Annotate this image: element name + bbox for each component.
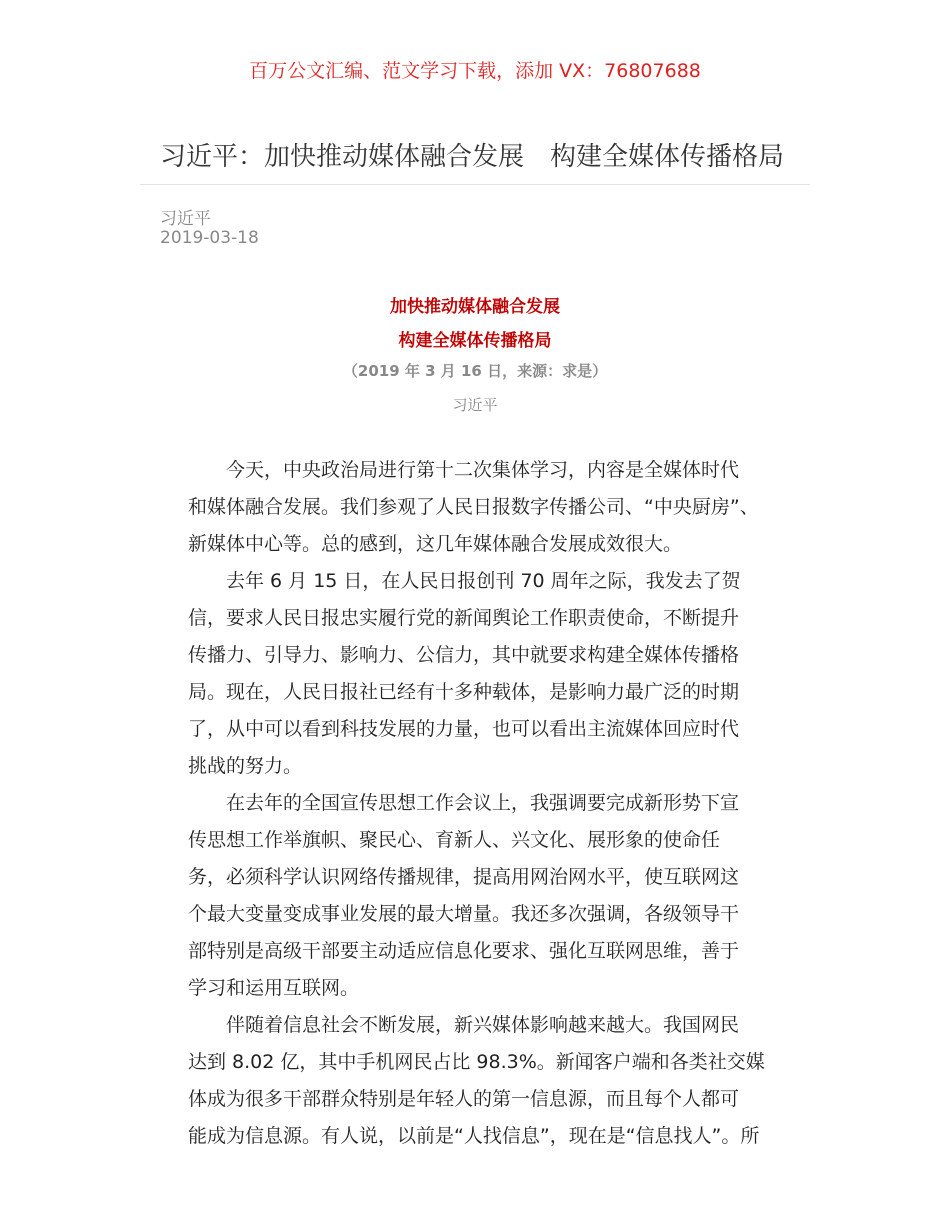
body-line: 挑战的努力。 xyxy=(188,755,303,777)
body-line: 个最大变量变成事业发展的最大增量。我还多次强调，各级领导干 xyxy=(188,903,740,925)
body-line: 能成为信息源。有人说，以前是“人找信息”，现在是“信息找人”。所 xyxy=(188,1125,760,1147)
body-line: 今天，中央政治局进行第十二次集体学习，内容是全媒体时代 xyxy=(188,459,740,481)
body-line: 务，必须科学认识网络传播规律，提高用网治网水平，使互联网这 xyxy=(188,866,740,888)
article-body xyxy=(188,452,778,1155)
promo-banner: 百万公文汇编、范文学习下载，添加 VX：76807688 xyxy=(249,60,701,82)
body-line: 局。现在，人民日报社已经有十多种载体，是影响力最广泛的时期 xyxy=(188,681,740,703)
body-line: 了，从中可以看到科技发展的力量，也可以看出主流媒体回应时代 xyxy=(188,718,740,740)
body-line: 传播力、引导力、影响力、公信力，其中就要求构建全媒体传播格 xyxy=(188,644,740,666)
body-line: 学习和运用互联网。 xyxy=(188,977,360,999)
author: 习近平 xyxy=(160,209,211,229)
article-heading-1: 加快推动媒体融合发展 xyxy=(390,297,560,317)
article-byline: 习近平 xyxy=(452,396,498,414)
body-line: 在去年的全国宣传思想工作会议上，我强调要完成新形势下宣 xyxy=(188,792,740,814)
body-line: 伴随着信息社会不断发展，新兴媒体影响越来越大。我国网民 xyxy=(188,1014,740,1036)
body-line: 新媒体中心等。总的感到，这几年媒体融合发展成效很大。 xyxy=(188,533,683,555)
article-heading-2: 构建全媒体传播格局 xyxy=(398,331,552,351)
body-line: 传思想工作举旗帜、聚民心、育新人、兴文化、展形象的使命任 xyxy=(188,829,721,851)
title-divider xyxy=(140,184,810,185)
body-line: 达到 8.02 亿，其中手机网民占比 98.3%。新闻客户端和各类社交媒 xyxy=(188,1051,765,1073)
date: 2019-03-18 xyxy=(160,228,259,248)
body-line: 信，要求人民日报忠实履行党的新闻舆论工作职责使命，不断提升 xyxy=(188,607,740,629)
article-source: （2019 年 3 月 16 日，来源：求是） xyxy=(342,362,608,380)
body-line: 去年 6 月 15 日，在人民日报创刊 70 周年之际，我发去了贺 xyxy=(188,570,741,592)
body-line: 和媒体融合发展。我们参观了人民日报数字传播公司、“中央厨房”、 xyxy=(188,496,759,518)
body-line: 体成为很多干部群众特别是年轻人的第一信息源，而且每个人都可 xyxy=(188,1088,740,1110)
body-line: 部特别是高级干部要主动适应信息化要求、强化互联网思维，善于 xyxy=(188,940,740,962)
page-title: 习近平：加快推动媒体融合发展 构建全媒体传播格局 xyxy=(160,142,785,172)
